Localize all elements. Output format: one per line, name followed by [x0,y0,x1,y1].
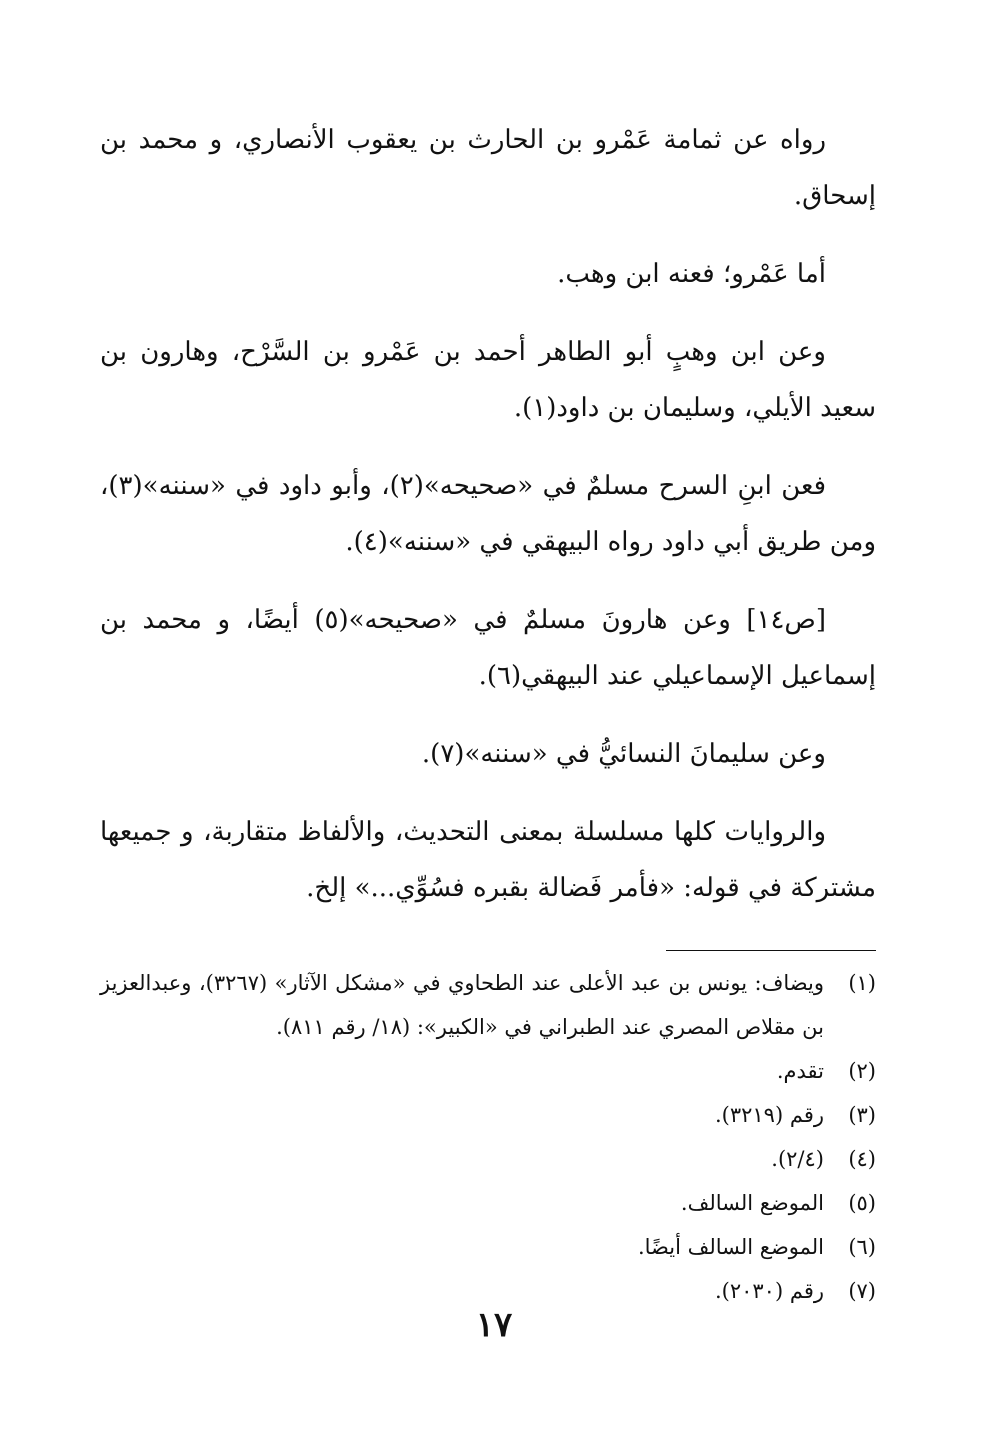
paragraph-5: [ص١٤] وعن هارونَ مسلمٌ في «صحيحه»(٥) أيضًا، و محمد بن إسماعيل الإسماعيلي عند البيهقي(٦). [100,605,876,691]
footnote-number: (٦) [848,1235,876,1259]
footnote-text: (٢/٤). [771,1147,824,1171]
footnote-text: رقم (٣٢١٩). [714,1103,824,1127]
paragraph-7: والروايات كلها مسلسلة بمعنى التحديث، والألفاظ متقاربة، و جميعها مشتركة في قوله: «فأمر فَضالة بقبره فسُوِّي...» إلخ. [100,817,876,903]
paragraph-4: فعن ابنِ السرح مسلمٌ في «صحيحه»(٢)، وأبو داود في «سننه»(٣)، ومن طريق أبي داود رواه البيهقي في «سننه»(٤). [100,471,876,557]
footnotes-list [100,961,876,1313]
footnote-number: (٣) [848,1103,876,1127]
footnote-text: الموضع السالف. [680,1191,824,1215]
paragraph-1: رواه عن ثمامة عَمْرو بن الحارث بن يعقوب الأنصاري، و محمد بن إسحاق. [100,125,876,211]
footnote-number: (٤) [848,1147,876,1171]
page-number: ١٧ [475,1305,513,1345]
footnote-item [100,1225,876,1269]
footnote-text: ويضاف: يونس بن عبد الأعلى عند الطحاوي في «مشكل الآثار» (٣٢٦٧)، وعبدالعزيز بن مقلاص المصري عند الطبراني في «الكبير»: (١٨/ رقم ٨١١). [100,971,824,1039]
footnote-item [100,1049,876,1093]
page-body [100,112,876,1313]
footnote-number: (٢) [848,1059,876,1083]
paragraph-6: وعن سليمانَ النسائيُّ في «سننه»(٧). [421,739,826,769]
footnote-separator [666,950,876,951]
footnote-item [100,1181,876,1225]
footnote-item [100,961,876,1049]
footnote-text: رقم (٢٠٣٠). [714,1279,824,1303]
footnote-number: (٧) [848,1279,876,1303]
footnote-number: (١) [848,971,876,995]
footnote-item [100,1093,876,1137]
footnote-number: (٥) [848,1191,876,1215]
paragraph-2: أما عَمْرو؛ فعنه ابن وهب. [557,259,826,289]
footnote-text: تقدم. [776,1059,824,1083]
main-text [100,112,876,916]
paragraph-3: وعن ابن وهبٍ أبو الطاهر أحمد بن عَمْرو بن السَّرْح، وهارون بن سعيد الأيلي، وسليمان بن داود(١). [100,337,876,423]
footnote-text: الموضع السالف أيضًا. [637,1235,824,1259]
footnote-item [100,1137,876,1181]
